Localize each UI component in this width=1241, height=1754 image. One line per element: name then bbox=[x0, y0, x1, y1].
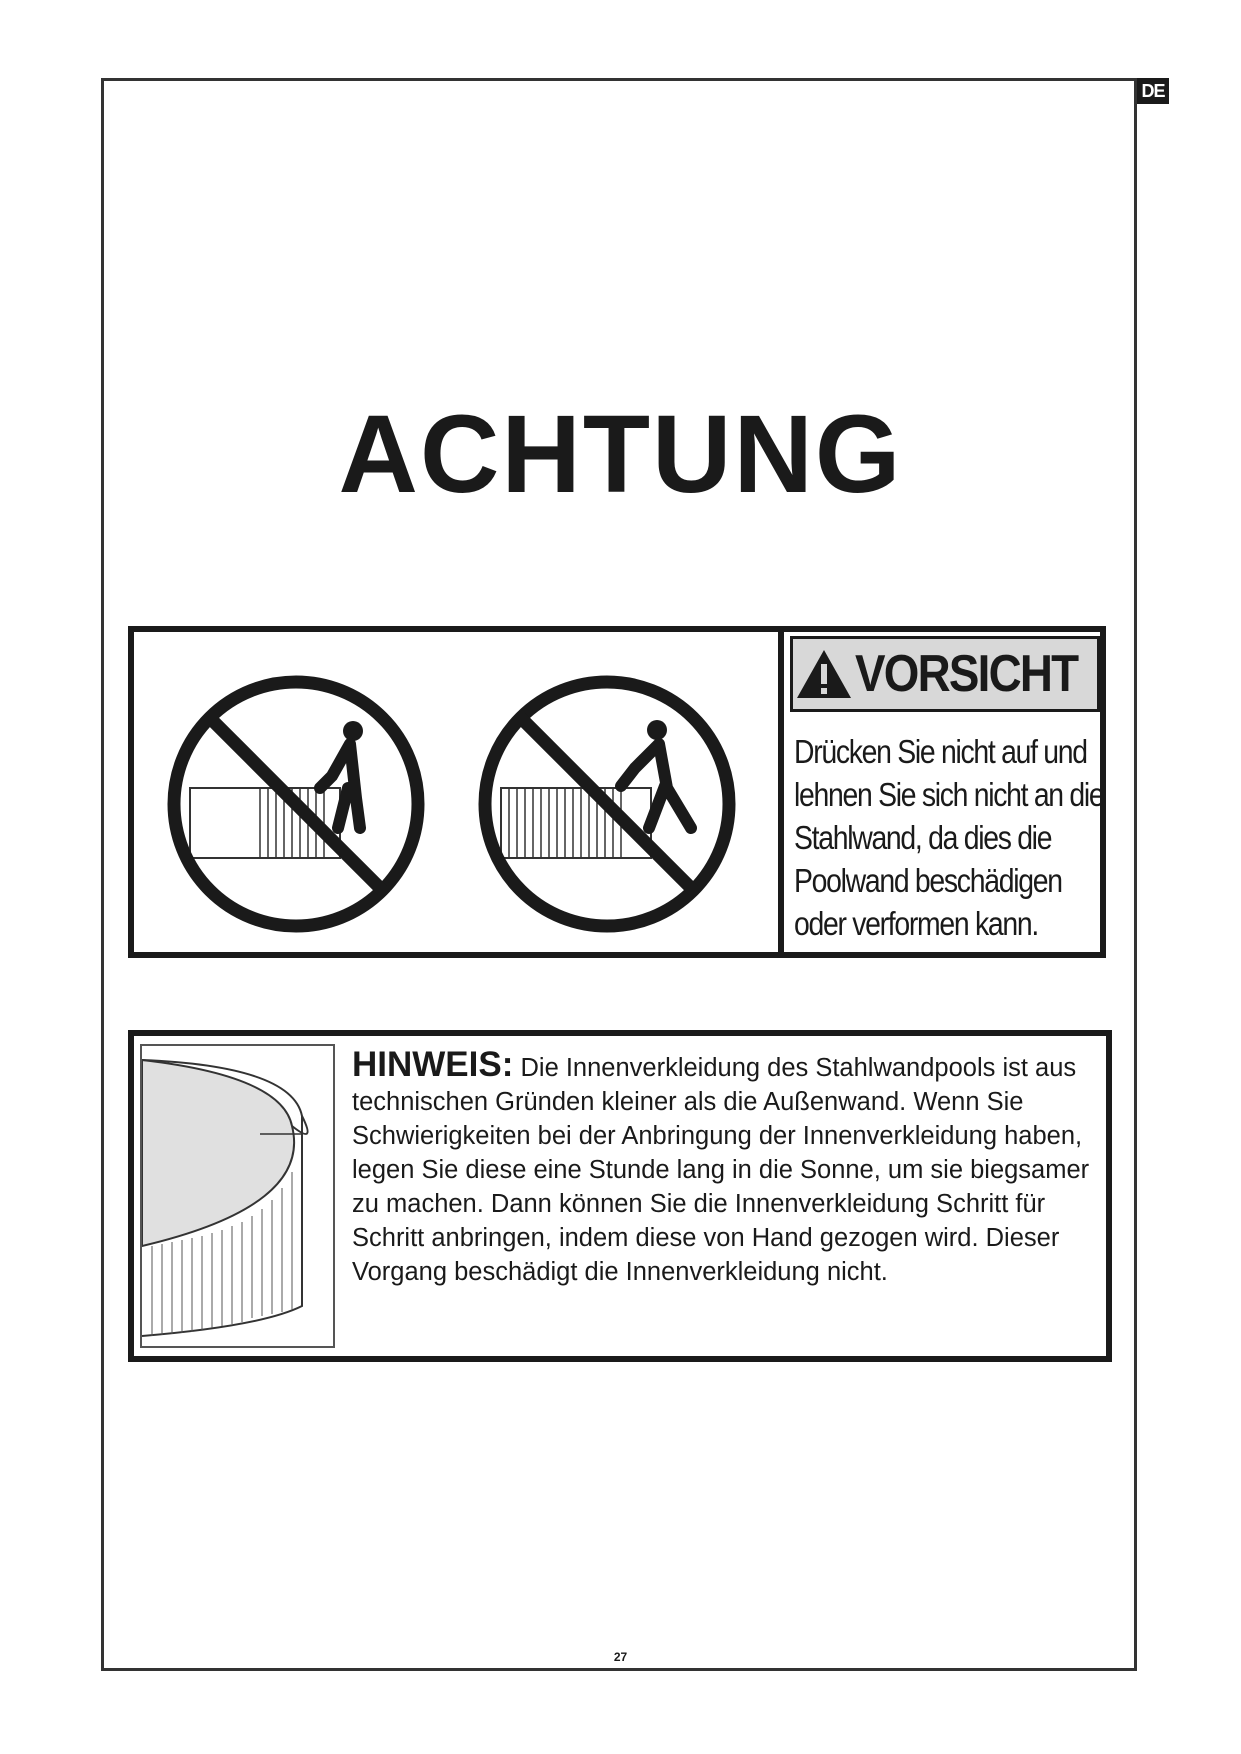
page-title: ACHTUNG bbox=[338, 393, 903, 516]
caution-pictograms bbox=[134, 632, 784, 952]
note-label: HINWEIS: bbox=[352, 1045, 514, 1084]
caution-text: Drücken Sie nicht auf und lehnen Sie sich nicht an die Stahlwand, da dies die Poolwand beschädigen oder verformen kann. bbox=[794, 733, 1104, 942]
note-body: Die Innenverkleidung des Stahlwandpools ist aus technischen Gründen kleiner als die Außenwand. Wenn Sie Schwierigkeiten bei der Anbringung der Innenverkleidung haben, legen Sie diese eine Stunde lang in die Sonne, um sie biegsamer zu machen. Dann können Sie die Innenverkleidung Schritt für Schritt anbringen, indem diese von Hand gezogen wird. Dieser Vorgang beschädigt die Innenverkleidung nicht. bbox=[352, 1054, 1090, 1286]
language-badge: DE bbox=[1137, 78, 1169, 104]
no-pushing-on-wall-icon bbox=[160, 668, 432, 940]
note-box bbox=[128, 1030, 1112, 1362]
caution-label: VORSICHT bbox=[855, 645, 1078, 703]
caution-box bbox=[128, 626, 1106, 958]
page-number: 27 bbox=[613, 1650, 628, 1664]
no-leaning-on-wall-icon bbox=[471, 668, 743, 940]
pool-liner-illustration bbox=[140, 1044, 335, 1348]
warning-triangle-icon bbox=[795, 648, 853, 700]
note-text bbox=[352, 1045, 1112, 1289]
caution-header bbox=[790, 636, 1100, 712]
